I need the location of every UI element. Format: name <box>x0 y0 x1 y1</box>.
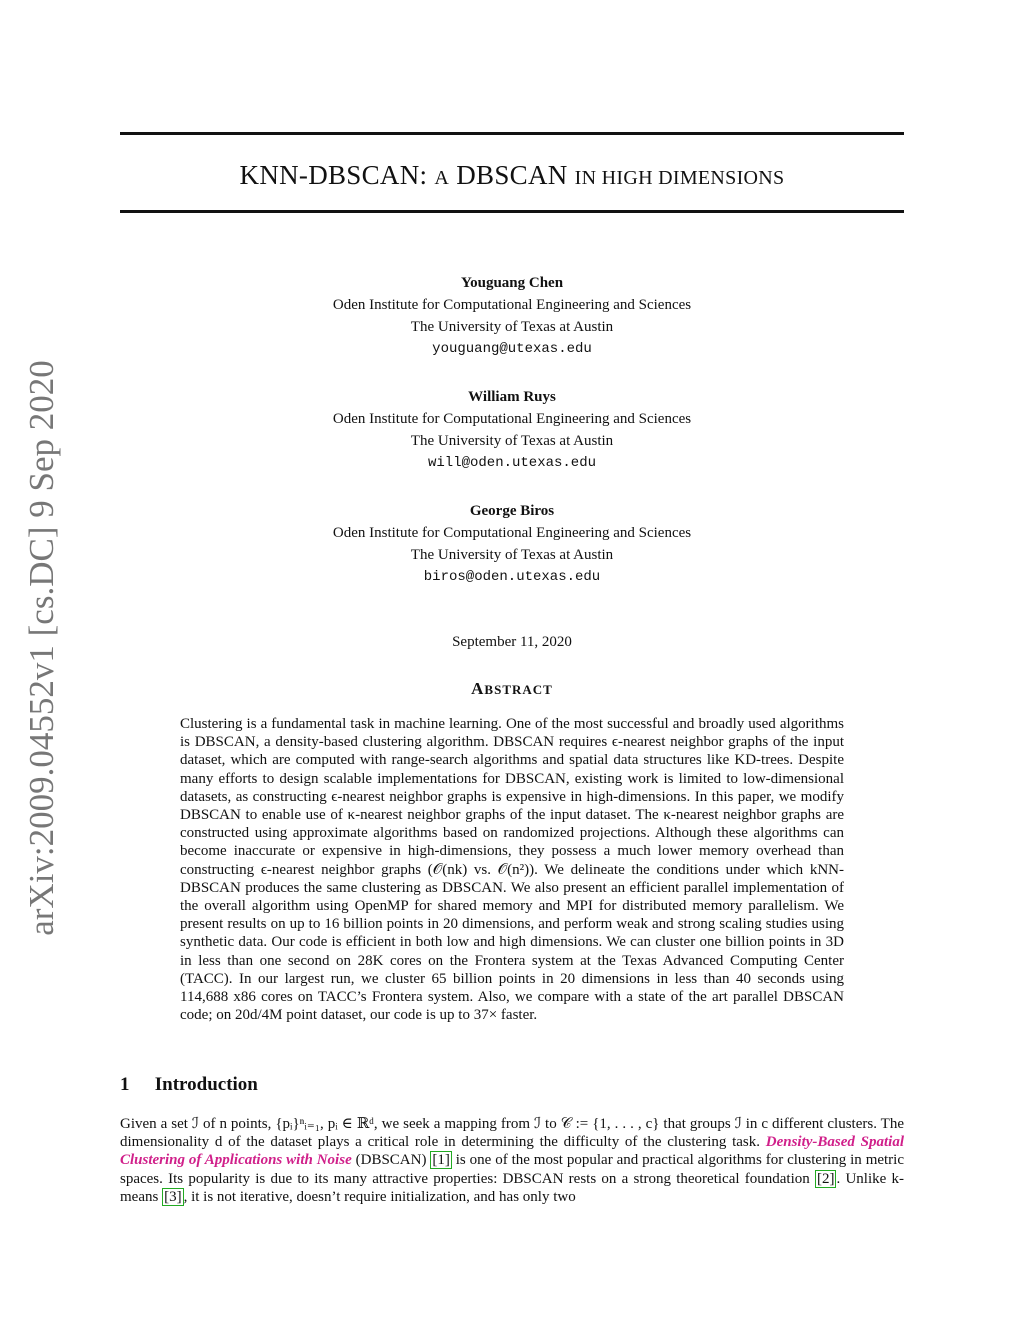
section-title: Introduction <box>154 1074 258 1095</box>
title-rule-bottom <box>120 210 904 213</box>
citation-link[interactable]: [3] <box>164 1188 182 1205</box>
abstract-body <box>180 715 844 1024</box>
dbscan-link[interactable]: Density-Based Spatial Clustering of Applications with Noise <box>120 1134 904 1169</box>
abstract-paragraph: Clustering is a fundamental task in machine learning. One of the most successful and broadly used algorithms is DBSCAN, a density-based clustering algorithm. DBSCAN requires ϵ-nearest neighbor graphs of the input dataset, which are computed with range-search algorithms and spatial data structures like KD-trees. Despite many efforts to design scalable implementations for DBSCAN, existing work is limited to low-dimensional datasets, as constructing ϵ-nearest neighbor graphs is expensive in high-dimensions. In this paper, we modify DBSCAN to enable use of κ-nearest neighbor graphs of the input dataset. The κ-nearest neighbor graphs are constructed using approximate algorithms based on randomized projections. Although these algorithms can become inaccurate or expensive in high-dimensions, they possess a much lower memory overhead than constructing ϵ-nearest neighbor graphs (𝒪(nk) vs. 𝒪(n²)). We delineate the conditions under which kNN-DBSCAN produces the same clustering as DBSCAN. We also present an efficient parallel implementation of the overall algorithm using OpenMP for shared memory and MPI for distributed memory parallelism. We present results on up to 16 billion points in 20 dimensions, and perform weak and strong scaling studies using synthetic data. Our code is efficient in both low and high dimensions. We can cluster one billion points in 3D in less than one second on 28K cores on the Frontera system at the Texas Advanced Computing Center (TACC). In our largest run, we cluster 65 billion points in 20 dimensions in less than 40 seconds using 114,688 x86 cores on TACC’s Frontera system. Also, we compare with a state of the art parallel DBSCAN code; on 20d/4M point dataset, our code is up to 37× faster. <box>180 716 844 1024</box>
title-part-4: IN HIGH DIMENSIONS <box>574 167 785 189</box>
citation-link[interactable]: [1] <box>432 1152 450 1169</box>
author-name: George Biros <box>469 503 555 519</box>
author-name: Youguang Chen <box>460 275 564 291</box>
title-rule-top <box>120 132 904 135</box>
author-affiliation: Oden Institute for Computational Engineering and Sciences <box>332 525 692 541</box>
abstract-heading-rest: BSTRACT <box>484 682 553 697</box>
author-block <box>0 272 1024 360</box>
title-part-1: KNN-DBSCAN: <box>239 160 428 190</box>
intro-text-d: . Unlike k-means <box>120 1170 904 1205</box>
intro-text-c: is one of the most popular and practical algorithms for clustering in metric spaces. Its popularity is due to its many attractive properties: DBSCAN rests on a strong theoretical foundation <box>120 1152 905 1187</box>
intro-paragraph <box>120 1115 904 1206</box>
author-email[interactable]: biros@oden.utexas.edu <box>423 569 601 585</box>
arxiv-identifier[interactable]: arXiv:2009.04552v1 [cs.DC] 9 Sep 2020 <box>22 360 61 936</box>
author-affiliation: Oden Institute for Computational Engineering and Sciences <box>332 297 692 313</box>
author-university: The University of Texas at Austin <box>410 547 614 563</box>
intro-text-a: Given a set ℐ of n points, {pᵢ}ⁿᵢ₌₁, pᵢ ∈ ℝᵈ, we seek a mapping from ℐ to 𝒞 := {1, . . . , c} that groups ℐ in c different clusters. The dimensionality d of the dataset plays a critical role in determining the difficulty of the clustering task. <box>120 1116 904 1151</box>
title-part-2: A <box>434 167 450 189</box>
section-number: 1 <box>120 1074 130 1095</box>
abstract-heading <box>0 679 1024 699</box>
paper-date: September 11, 2020 <box>452 634 572 650</box>
abstract-heading-initial: A <box>471 679 485 698</box>
author-university: The University of Texas at Austin <box>410 319 614 335</box>
author-name: William Ruys <box>468 389 556 405</box>
author-email[interactable]: will@oden.utexas.edu <box>427 455 597 471</box>
intro-text-e: , it is not iterative, doesn’t require initialization, and has only two <box>183 1188 576 1205</box>
title-part-3: DBSCAN <box>456 160 568 190</box>
author-university: The University of Texas at Austin <box>410 433 614 449</box>
author-email[interactable]: youguang@utexas.edu <box>432 341 592 357</box>
section-heading <box>120 1074 258 1096</box>
paper-title <box>0 160 1024 191</box>
author-block <box>0 386 1024 474</box>
intro-text-b: (DBSCAN) <box>351 1152 431 1169</box>
author-affiliation: Oden Institute for Computational Engineering and Sciences <box>332 411 692 427</box>
citation-link[interactable]: [2] <box>816 1170 835 1187</box>
author-block <box>0 500 1024 588</box>
